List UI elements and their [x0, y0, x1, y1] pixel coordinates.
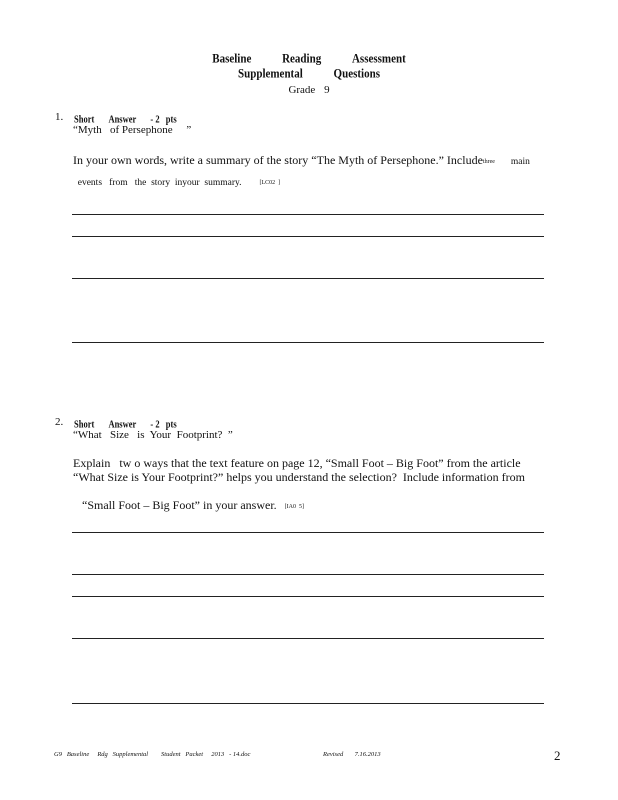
answer-line — [72, 638, 544, 639]
grade-label: Grade — [288, 84, 316, 96]
title-word: Supplemental — [237, 67, 303, 81]
question-1-code: [LC02 ] — [259, 180, 281, 186]
footer-revised-date: Revised 7.16.2013 — [323, 751, 381, 758]
answer-line — [72, 596, 544, 597]
question-2-type: Short Answer - 2 pts — [74, 418, 177, 430]
question-2-prompt-line-3: “Small Foot – Big Foot” in your answer. [IA0 5] — [79, 498, 304, 512]
question-2-number: 2. — [55, 416, 64, 428]
answer-line — [72, 574, 544, 575]
prompt-text: In your own words, write a summary of the story “The Myth of Persephone.” Include — [73, 153, 483, 167]
title-line-2 — [0, 67, 618, 81]
title-word: Questions — [333, 67, 380, 81]
title-word: Baseline — [212, 52, 252, 66]
question-1-prompt-line-2: events from the story inyour summary. [LC02 ] — [77, 178, 281, 188]
answer-line — [72, 236, 544, 237]
question-1-type: Short Answer - 2 pts — [74, 113, 177, 125]
question-2-prompt-line-1: Explain tw o ways that the text feature on page 12, “Small Foot – Big Foot” from the article — [73, 456, 521, 470]
answer-line — [72, 214, 544, 215]
question-1-number: 1. — [55, 111, 64, 123]
prompt-text: main — [510, 157, 530, 167]
question-2-story-title: “What Size is Your Footprint? ” — [73, 429, 233, 441]
answer-line — [72, 278, 544, 279]
page-number: 2 — [554, 748, 561, 763]
grade-value: 9 — [324, 84, 330, 96]
title-word: Reading — [282, 52, 322, 66]
question-1-prompt — [73, 153, 553, 169]
answer-line — [72, 342, 544, 343]
footer-file-name: G9 Baseline Rdg Supplemental Student Packet 2013 - 14.doc — [54, 751, 251, 758]
answer-line — [72, 532, 544, 533]
question-2-prompt-line-2: “What Size is Your Footprint?” helps you understand the selection? Include information from — [73, 470, 525, 484]
prompt-small-word: three — [482, 159, 495, 165]
title-word: Assessment — [351, 52, 406, 66]
title-line-1 — [0, 52, 618, 66]
question-2-code: [IA0 5] — [284, 504, 304, 510]
answer-line — [72, 703, 544, 704]
question-1-story-title: “Myth of Persephone ” — [73, 124, 192, 136]
grade-line — [0, 84, 618, 96]
